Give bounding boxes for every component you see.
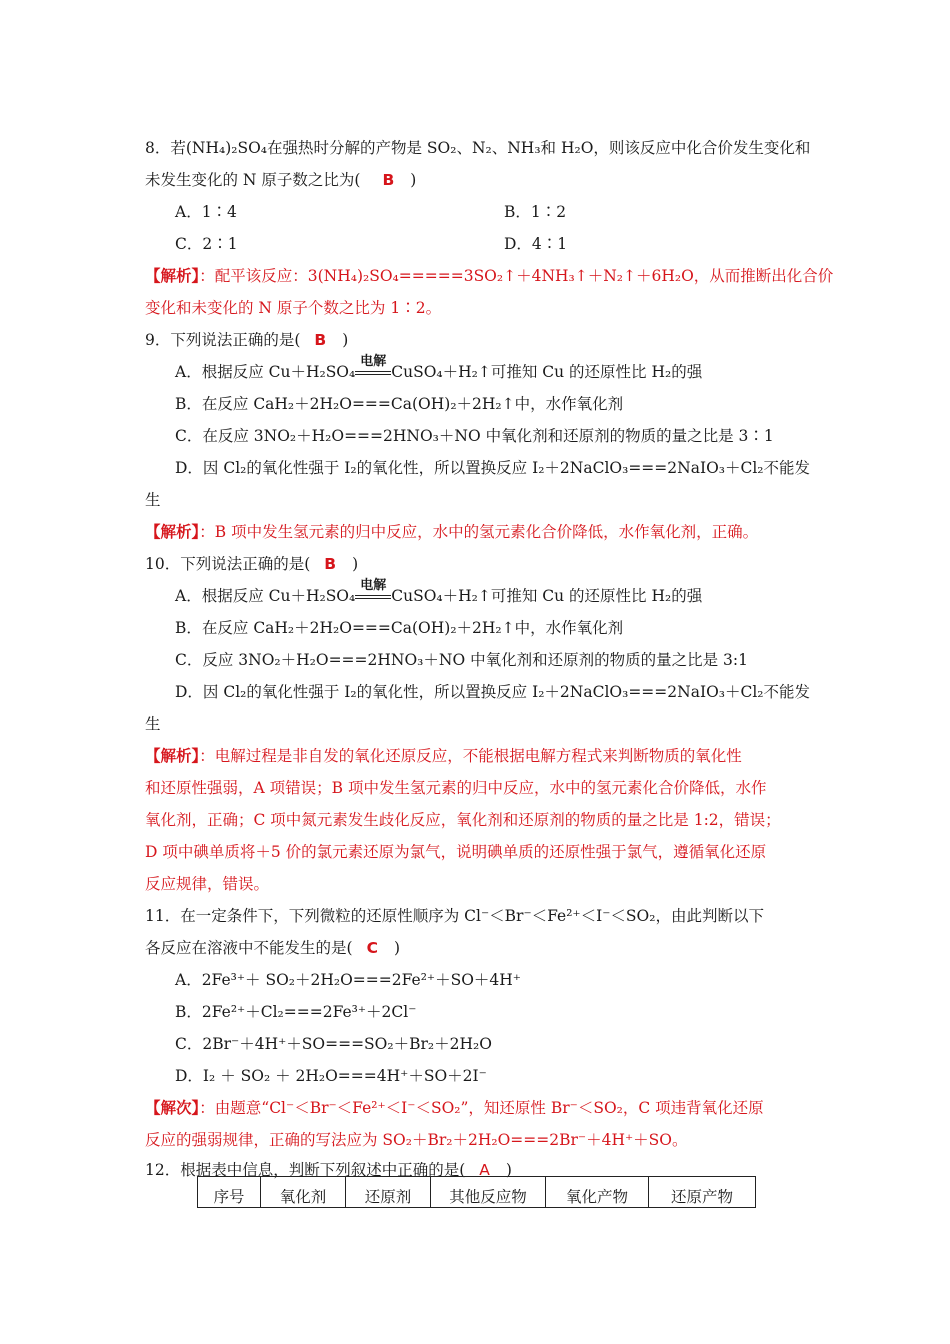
q11-option-a: A．2Fe³⁺＋ SO₂＋2H₂O===2Fe²⁺＋SO＋4H⁺ — [175, 971, 521, 989]
q9-explanation-text: ：B 项中发生氢元素的归中反应，水中的氢元素化合价降低，水作氧化剂，正确。 — [199, 523, 759, 541]
q9-option-c: C．在反应 3NO₂＋H₂O===2HNO₃＋NO 中氧化剂和还原剂的物质的量之比是 3∶1 — [175, 427, 774, 445]
q11-paren: ) — [393, 939, 401, 957]
q10-explanation-line5: 反应规律，错误。 — [145, 875, 270, 893]
q10-stem-text: 10．下列说法正确的是( — [145, 555, 311, 573]
q10-paren: ) — [352, 555, 359, 573]
q8-stem-line1: 8．若(NH₄)₂SO₄在强热时分解的产物是 SO₂、N₂、NH₃和 H₂O，则该反应中化合价发生变化和 — [145, 139, 811, 157]
q10-explanation-line2: 和还原性强弱，A 项错误；B 项中发生氢元素的归中反应，水中的氢元素化合价降低，水作 — [145, 779, 767, 797]
q12-paren: ) — [505, 1161, 512, 1179]
q10-option-c: C．反应 3NO₂＋H₂O===2HNO₃＋NO 中氧化剂和还原剂的物质的量之比是 3:1 — [175, 651, 748, 669]
q10-explanation-line3: 氧化剂，正确；C 项中氮元素发生歧化反应，氧化剂和还原剂的物质的量之比是 1:2，错误； — [145, 811, 781, 829]
q9-option-a — [175, 354, 703, 383]
q10-electrolysis-label: 电解 — [360, 578, 387, 593]
q11-explanation-line1 — [145, 1097, 764, 1119]
q9-electrolysis-arrow — [355, 354, 391, 383]
q8-explanation-line2: 变化和未变化的 N 原子个数之比为 1∶2。 — [145, 299, 442, 317]
q11-stem-line2 — [145, 937, 400, 959]
q8-stem-line2 — [145, 169, 416, 191]
q11-stem-text: 各反应在溶液中不能发生的是( — [145, 939, 353, 957]
q11-answer: C — [366, 939, 378, 957]
q10-explanation-line4: D 项中碘单质将＋5 价的氯元素还原为氯气，说明碘单质的还原性强于氯气，遵循氧化还原 — [145, 843, 767, 861]
q8-explanation-line1 — [145, 265, 833, 287]
table-header-row — [198, 1177, 756, 1208]
q9-explanation — [145, 521, 758, 543]
q11-explanation-tag: 【解次】 — [145, 1098, 200, 1117]
q8-option-c: C．2∶1 — [175, 235, 238, 253]
q10-electrolysis-arrow — [355, 578, 391, 607]
q10-option-d-line2: 生 — [145, 715, 161, 733]
q8-stem-text: 未发生变化的 N 原子数之比为( — [145, 171, 361, 189]
q9-stem-text: 9．下列说法正确的是( — [145, 331, 301, 349]
q11-explanation-text: ：由题意“Cl⁻＜Br⁻＜Fe²⁺＜I⁻＜SO₂”，知还原性 Br⁻＜SO₂，C 项违背氧化还原 — [199, 1099, 764, 1117]
q8-explanation-text: ：配平该反应：3(NH₄)₂SO₄=====3SO₂↑＋4NH₃↑＋N₂↑＋6H₂O，从而推断出化合价 — [199, 267, 834, 285]
q10-option-a — [175, 578, 703, 607]
table-header-cell: 还原剂 — [346, 1177, 431, 1208]
q10-explanation-line1 — [145, 745, 742, 767]
table-header-cell: 氧化产物 — [546, 1177, 649, 1208]
q9-answer: B — [314, 331, 327, 349]
q9-paren: ) — [342, 331, 349, 349]
q9-option-d-line2: 生 — [145, 491, 161, 509]
q10-explanation-tag: 【解析】 — [145, 746, 200, 765]
q9-electrolysis-label: 电解 — [360, 354, 387, 369]
q9-option-d-line1: D．因 Cl₂的氧化性强于 I₂的氧化性，所以置换反应 I₂＋2NaClO₃===2NaIO₃＋Cl₂不能发 — [175, 459, 811, 477]
q11-option-d: D．I₂ ＋ SO₂ ＋ 2H₂O===4H⁺＋SO＋2I⁻ — [175, 1067, 487, 1085]
q12-stem-text: 12．根据表中信息，判断下列叙述中正确的是( — [145, 1161, 466, 1179]
q10-stem — [145, 553, 358, 575]
q9-option-a-pre: A．根据反应 Cu＋H₂SO₄ — [175, 363, 356, 381]
q9-option-b: B．在反应 CaH₂＋2H₂O===Ca(OH)₂＋2H₂↑中，水作氧化剂 — [175, 395, 624, 413]
q9-stem — [145, 329, 348, 351]
q12-answer: A — [479, 1161, 490, 1179]
q8-option-d: D．4∶1 — [504, 235, 568, 253]
q10-option-a-pre: A．根据反应 Cu＋H₂SO₄ — [175, 587, 356, 605]
q10-answer: B — [324, 555, 337, 573]
q11-option-c: C．2Br⁻＋4H⁺＋SO===SO₂＋Br₂＋2H₂O — [175, 1035, 492, 1053]
q11-option-b: B．2Fe²⁺＋Cl₂===2Fe³⁺＋2Cl⁻ — [175, 1003, 417, 1021]
table-header-cell: 氧化剂 — [261, 1177, 346, 1208]
q10-option-d-line1: D．因 Cl₂的氧化性强于 I₂的氧化性，所以置换反应 I₂＋2NaClO₃===2NaIO₃＋Cl₂不能发 — [175, 683, 811, 701]
q12-info-table — [197, 1176, 756, 1208]
q10-option-b: B．在反应 CaH₂＋2H₂O===Ca(OH)₂＋2H₂↑中，水作氧化剂 — [175, 619, 624, 637]
q9-explanation-tag: 【解析】 — [145, 522, 200, 541]
table-header-cell: 序号 — [198, 1177, 261, 1208]
q8-answer: B — [382, 171, 395, 189]
q10-explanation-text: ：电解过程是非自发的氧化还原反应，不能根据电解方程式来判断物质的氧化性 — [199, 747, 742, 765]
q11-stem-line1: 11．在一定条件下，下列微粒的还原性顺序为 Cl⁻＜Br⁻＜Fe²⁺＜I⁻＜SO₂，由此判断以下 — [145, 907, 764, 925]
q8-option-a: A．1∶4 — [175, 203, 237, 221]
q8-explanation-tag: 【解析】 — [145, 266, 200, 285]
q11-explanation-line2: 反应的强弱规律，正确的写法应为 SO₂＋Br₂＋2H₂O===2Br⁻＋4H⁺＋SO。 — [145, 1131, 688, 1149]
table-header-cell: 还原产物 — [649, 1177, 756, 1208]
q8-option-b: B．1∶2 — [504, 203, 567, 221]
q8-paren: ) — [410, 171, 417, 189]
q10-option-a-post: CuSO₄＋H₂↑可推知 Cu 的还原性比 H₂的强 — [391, 587, 703, 605]
q9-option-a-post: CuSO₄＋H₂↑可推知 Cu 的还原性比 H₂的强 — [391, 363, 703, 381]
table-header-cell: 其他反应物 — [431, 1177, 546, 1208]
